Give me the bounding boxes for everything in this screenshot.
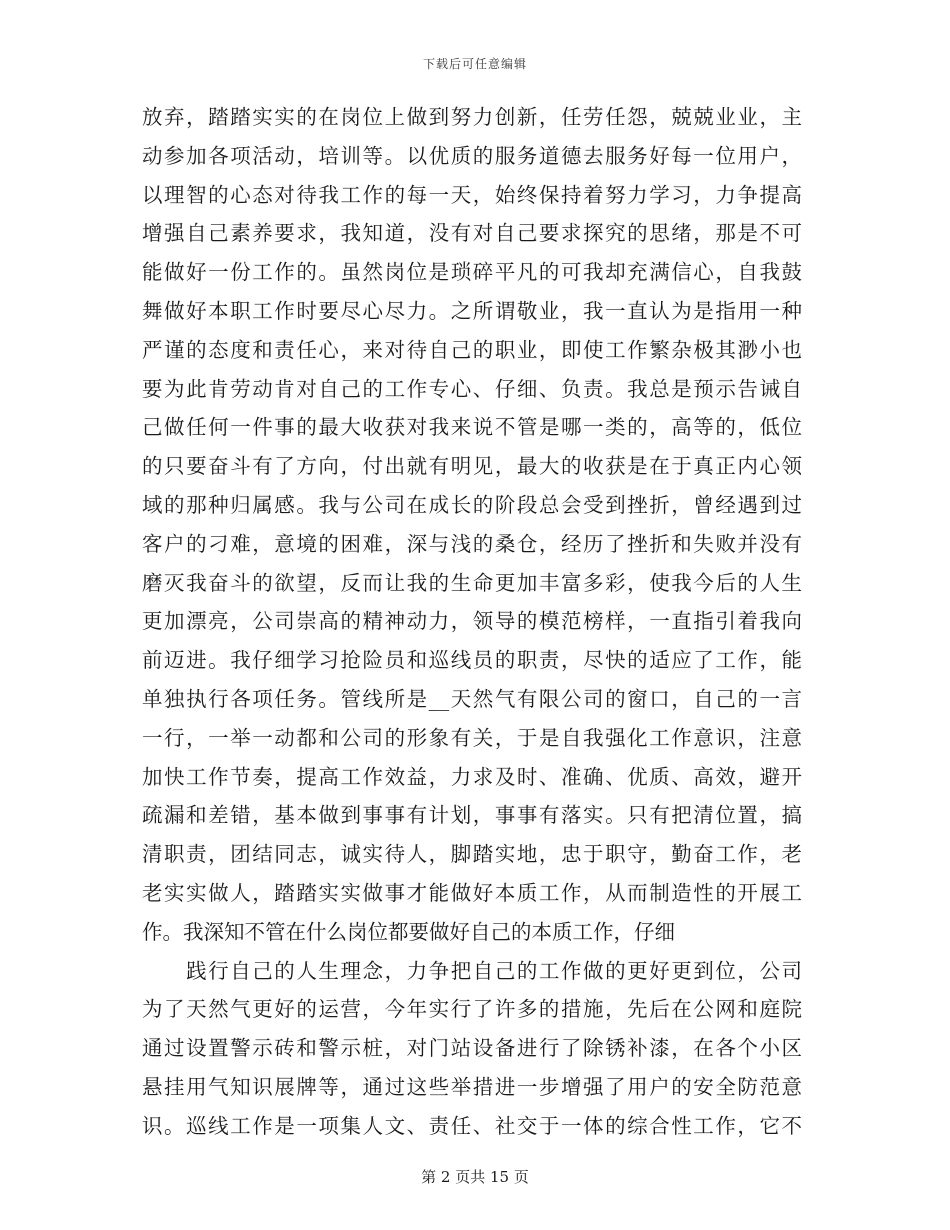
paragraph-start-line: 践行自己的人生理念，力争把自己的工作做的更好更到位，公司 [142, 958, 802, 983]
text-line: 识。巡线工作是一项集人文、责任、社交于一体的综合性工作，它不 [142, 1113, 802, 1138]
text-line: 要为此肯劳动肯对自己的工作专心、仔细、负责。我总是预示告诫自 [142, 376, 802, 401]
text-line: 动参加各项活动，培训等。以优质的服务道德去服务好每一位用户， [142, 143, 802, 168]
text-line: 疏漏和差错，基本做到事事有计划，事事有落实。只有把清位置，搞 [142, 803, 802, 828]
text-line: 舞做好本职工作时要尽心尽力。之所谓敬业，我一直认为是指用一种 [142, 298, 802, 323]
text-line: 磨灭我奋斗的欲望，反而让我的生命更加丰富多彩，使我今后的人生 [142, 570, 802, 595]
text-line: 清职责，团结同志，诚实待人，脚踏实地，忠于职守，勤奋工作，老 [142, 842, 802, 867]
text-line: 为了天然气更好的运营，今年实行了许多的措施，先后在公网和庭院 [142, 997, 802, 1022]
text-line: 加快工作节奏，提高工作效益，力求及时、准确、优质、高效，避开 [142, 764, 802, 789]
text-line: 己做任何一件事的最大收获对我来说不管是哪一类的，高等的，低位 [142, 415, 802, 440]
page-number: 第 2 页共 15 页 [421, 1168, 529, 1186]
text-line: 增强自己素养要求，我知道，没有对自己要求探究的思绪，那是不可 [142, 221, 802, 246]
text-line: 的只要奋斗有了方向，付出就有明见，最大的收获是在于真正内心领 [142, 454, 802, 479]
text-line: 能做好一份工作的。虽然岗位是琐碎平凡的可我却充满信心，自我鼓 [142, 260, 802, 285]
document-body [142, 98, 802, 1146]
text-line: 悬挂用气知识展牌等，通过这些举措进一步增强了用户的安全防范意 [142, 1074, 802, 1099]
text-line: 客户的刁难，意境的困难，深与浅的桑仓，经历了挫折和失败并没有 [142, 531, 802, 556]
text-line: 严谨的态度和责任心，来对待自己的职业，即使工作繁杂极其渺小也 [142, 337, 802, 362]
text-line: 域的那种归属感。我与公司在成长的阶段总会受到挫折，曾经遇到过 [142, 492, 802, 517]
text-line: 一行，一举一动都和公司的形象有关，于是自我强化工作意识，注意 [142, 725, 802, 750]
text-line: 老实实做人，踏踏实实做事才能做好本质工作，从而制造性的开展工 [142, 880, 802, 905]
paragraph-end-line: 作。我深知不管在什么岗位都要做好自己的本质工作，仔细 [142, 919, 675, 944]
page-header: 下载后可任意编辑 [422, 57, 527, 71]
text-line: 更加漂亮，公司崇高的精神动力，领导的模范榜样，一直指引着我向 [142, 609, 802, 634]
text-line: 前迈进。我仔细学习抢险员和巡线员的职责，尽快的适应了工作，能 [142, 648, 802, 673]
text-line: 放弃，踏踏实实的在岗位上做到努力创新，任劳任怨，兢兢业业，主 [142, 105, 802, 129]
text-line: 以理智的心态对待我工作的每一天，始终保持着努力学习，力争提高 [142, 182, 802, 207]
text-line: 单独执行各项任务。管线所是__天然气有限公司的窗口，自己的一言 [142, 686, 802, 711]
text-line: 通过设置警示砖和警示桩，对门站设备进行了除锈补漆，在各个小区 [142, 1036, 802, 1061]
